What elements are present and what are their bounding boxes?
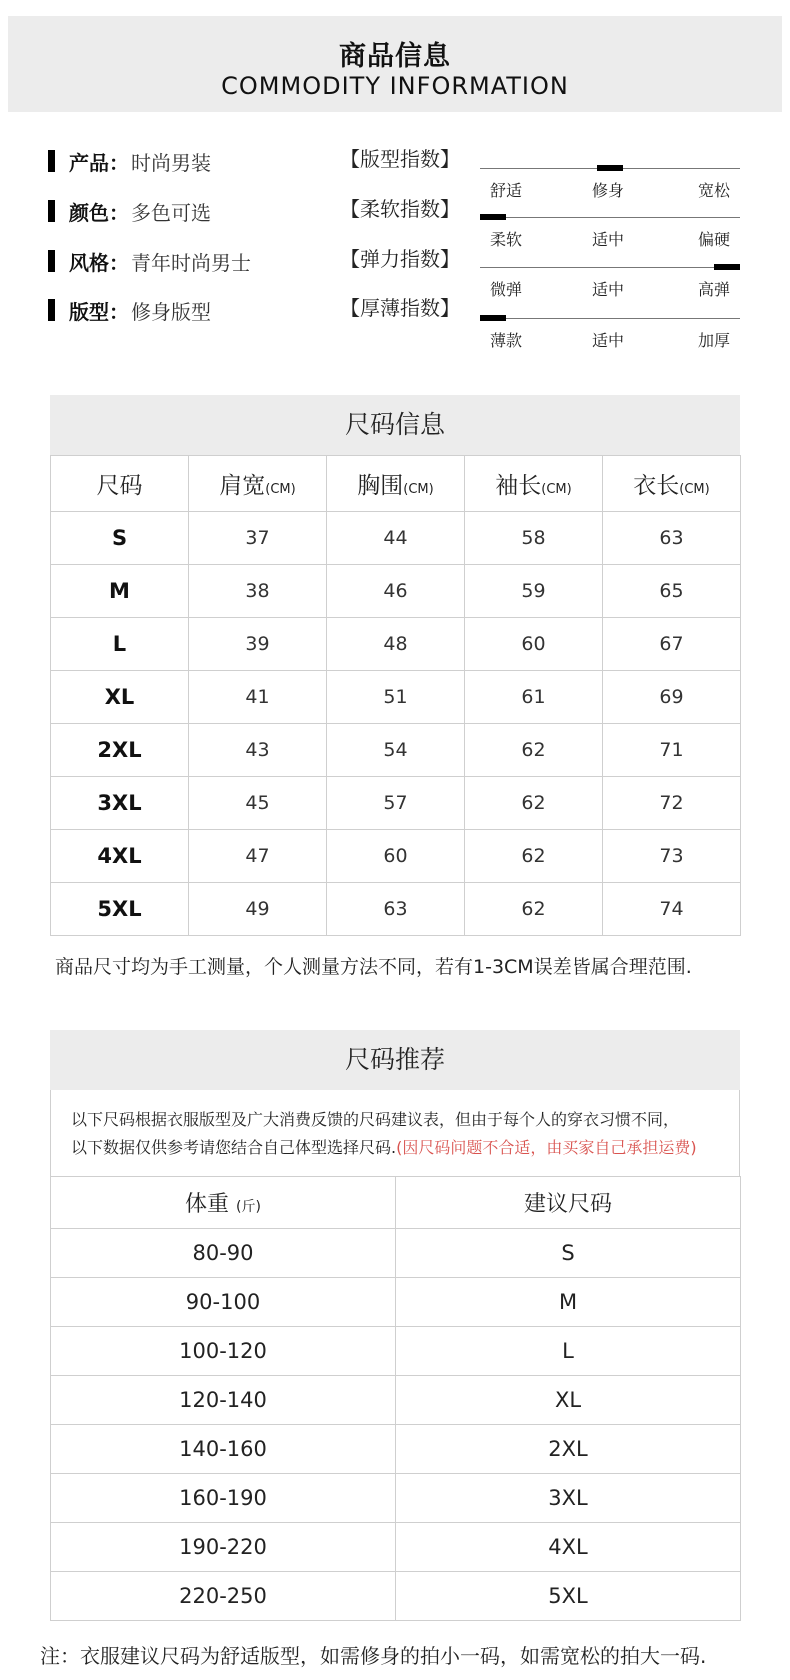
scale-high-label: 高弹 — [697, 280, 730, 299]
table-row — [51, 1523, 741, 1572]
table-cell: 60 — [465, 618, 603, 671]
header-suggested-size: 建议尺码 — [396, 1177, 741, 1229]
commodity-header — [8, 16, 782, 112]
scale-low-label: 微弹 — [490, 280, 523, 299]
info-row-product — [48, 146, 211, 176]
scale-mid-label: 修身 — [592, 181, 625, 200]
scale-thickness — [480, 318, 740, 358]
size-recommend-title: 尺码推荐 — [50, 1030, 740, 1090]
table-cell: 63 — [327, 883, 465, 936]
scale-line — [480, 217, 740, 218]
index-label-elasticity: 【弹力指数】 — [340, 247, 460, 271]
info-row-style — [48, 246, 251, 276]
table-cell: 69 — [603, 671, 741, 724]
table-cell: S — [51, 512, 189, 565]
table-cell: 90-100 — [51, 1278, 396, 1327]
table-cell: 37 — [189, 512, 327, 565]
table-cell: 3XL — [51, 777, 189, 830]
scale-low-label: 舒适 — [490, 181, 523, 200]
scale-fit — [480, 168, 740, 208]
table-row — [51, 1572, 741, 1621]
table-cell: 80-90 — [51, 1229, 396, 1278]
measurement-note: 商品尺寸均为手工测量，个人测量方法不同，若有1-3CM误差皆属合理范围. — [55, 956, 692, 978]
info-value: 青年时尚男士 — [131, 250, 251, 275]
info-key: 版型： — [69, 299, 129, 324]
table-cell: L — [51, 618, 189, 671]
scale-marker — [714, 264, 740, 270]
table-row — [51, 1229, 741, 1278]
info-value: 修身版型 — [131, 299, 211, 324]
table-cell: 48 — [327, 618, 465, 671]
table-cell: 62 — [465, 883, 603, 936]
header-title-en: COMMODITY INFORMATION — [221, 72, 569, 100]
header-title-cn: 商品信息 — [339, 41, 451, 72]
table-cell: XL — [396, 1376, 741, 1425]
header-sleeve: 袖长(CM) — [465, 456, 603, 512]
table-cell: 60 — [327, 830, 465, 883]
scale-marker — [480, 315, 506, 321]
recommend-header-row — [51, 1177, 741, 1229]
table-cell: 58 — [465, 512, 603, 565]
intro-line-1: 以下尺码根据衣服版型及广大消费反馈的尺码建议表，但由于每个人的穿衣习惯不同， — [71, 1110, 680, 1129]
table-cell: 43 — [189, 724, 327, 777]
table-cell: 47 — [189, 830, 327, 883]
info-row-fit — [48, 295, 211, 325]
table-cell: 38 — [189, 565, 327, 618]
scale-marker — [597, 165, 623, 171]
table-cell: 140-160 — [51, 1425, 396, 1474]
table-row — [51, 724, 741, 777]
table-cell: 46 — [327, 565, 465, 618]
info-row-color — [48, 196, 211, 226]
recommend-table — [50, 1176, 741, 1621]
size-table-header-row — [51, 456, 741, 512]
info-key: 风格： — [69, 250, 129, 275]
size-info-title: 尺码信息 — [50, 395, 740, 455]
table-cell: M — [51, 565, 189, 618]
bullet-bar — [48, 250, 55, 272]
scale-line — [480, 267, 740, 268]
table-cell: 63 — [603, 512, 741, 565]
info-key: 颜色： — [69, 200, 129, 225]
table-row — [51, 1278, 741, 1327]
table-cell: 5XL — [51, 883, 189, 936]
table-cell: 57 — [327, 777, 465, 830]
table-row — [51, 777, 741, 830]
table-row — [51, 618, 741, 671]
table-cell: 190-220 — [51, 1523, 396, 1572]
table-cell: M — [396, 1278, 741, 1327]
table-cell: 5XL — [396, 1572, 741, 1621]
size-table — [50, 455, 741, 936]
table-row — [51, 512, 741, 565]
table-cell: 54 — [327, 724, 465, 777]
fit-note: 注：衣服建议尺码为舒适版型，如需修身的拍小一码，如需宽松的拍大一码. — [40, 1644, 707, 1668]
table-cell: 2XL — [396, 1425, 741, 1474]
table-cell: 62 — [465, 777, 603, 830]
table-cell: 45 — [189, 777, 327, 830]
bullet-bar — [48, 200, 55, 222]
shipping-warning: (因尺码问题不合适，由买家自己承担运费) — [396, 1138, 697, 1157]
info-key: 产品： — [69, 150, 129, 175]
table-row — [51, 883, 741, 936]
bullet-bar — [48, 299, 55, 321]
info-value: 多色可选 — [131, 200, 211, 225]
table-row — [51, 565, 741, 618]
table-cell: 72 — [603, 777, 741, 830]
table-cell: 39 — [189, 618, 327, 671]
scale-mid-label: 适中 — [592, 230, 625, 249]
size-recommend-intro — [50, 1090, 740, 1176]
scale-low-label: 柔软 — [490, 230, 523, 249]
table-cell: 4XL — [396, 1523, 741, 1572]
table-cell: 120-140 — [51, 1376, 396, 1425]
header-length: 衣长(CM) — [603, 456, 741, 512]
header-weight: 体重 (斤) — [51, 1177, 396, 1229]
scale-line — [480, 318, 740, 319]
intro-line-2: 以下数据仅供参考请您结合自己体型选择尺码.(因尺码问题不合适，由买家自己承担运费) — [71, 1138, 697, 1157]
table-row — [51, 671, 741, 724]
scale-high-label: 加厚 — [697, 331, 730, 350]
header-chest: 胸围(CM) — [327, 456, 465, 512]
table-cell: 65 — [603, 565, 741, 618]
table-row — [51, 1327, 741, 1376]
info-value: 时尚男装 — [131, 150, 211, 175]
table-cell: 62 — [465, 724, 603, 777]
scale-low-label: 薄款 — [490, 331, 523, 350]
table-cell: 59 — [465, 565, 603, 618]
table-cell: S — [396, 1229, 741, 1278]
index-label-softness: 【柔软指数】 — [340, 197, 460, 221]
scale-high-label: 偏硬 — [697, 230, 730, 249]
table-row — [51, 1474, 741, 1523]
bullet-bar — [48, 150, 55, 172]
table-cell: 73 — [603, 830, 741, 883]
table-cell: L — [396, 1327, 741, 1376]
table-cell: 51 — [327, 671, 465, 724]
table-cell: 2XL — [51, 724, 189, 777]
scale-softness — [480, 217, 740, 257]
table-row — [51, 830, 741, 883]
header-shoulder: 肩宽(CM) — [189, 456, 327, 512]
index-label-fit: 【版型指数】 — [340, 147, 460, 171]
scale-elasticity — [480, 267, 740, 307]
index-label-thickness: 【厚薄指数】 — [340, 296, 460, 320]
table-cell: 61 — [465, 671, 603, 724]
table-cell: XL — [51, 671, 189, 724]
table-cell: 4XL — [51, 830, 189, 883]
table-cell: 62 — [465, 830, 603, 883]
header-size: 尺码 — [51, 456, 189, 512]
scale-marker — [480, 214, 506, 220]
table-cell: 100-120 — [51, 1327, 396, 1376]
table-cell: 49 — [189, 883, 327, 936]
table-cell: 160-190 — [51, 1474, 396, 1523]
table-cell: 41 — [189, 671, 327, 724]
table-cell: 74 — [603, 883, 741, 936]
table-row — [51, 1376, 741, 1425]
scale-high-label: 宽松 — [697, 181, 730, 200]
table-cell: 220-250 — [51, 1572, 396, 1621]
table-cell: 44 — [327, 512, 465, 565]
table-cell: 67 — [603, 618, 741, 671]
table-cell: 3XL — [396, 1474, 741, 1523]
table-cell: 71 — [603, 724, 741, 777]
scale-mid-label: 适中 — [592, 280, 625, 299]
table-row — [51, 1425, 741, 1474]
scale-mid-label: 适中 — [592, 331, 625, 350]
